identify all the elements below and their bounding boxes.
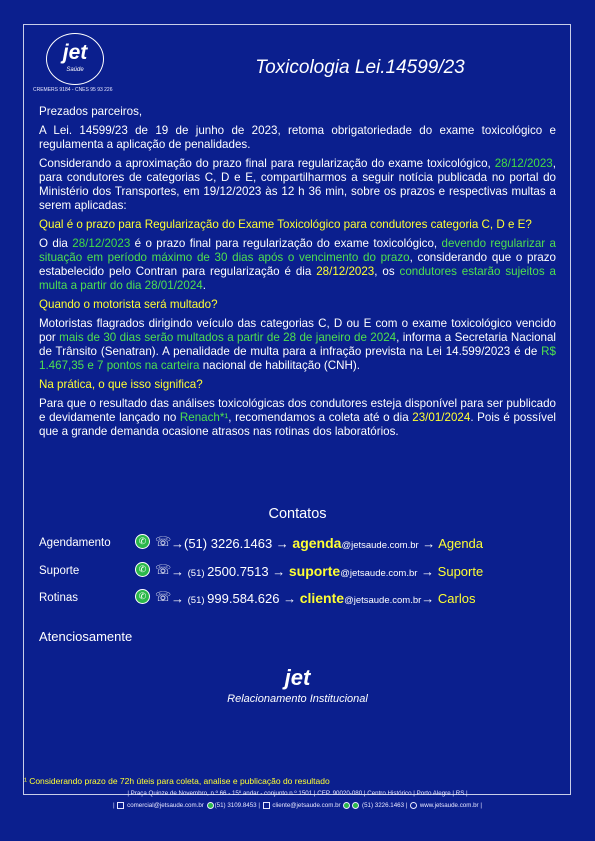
letter-body [39,105,556,444]
contact-details[interactable]: →(51) 3226.1463 → agenda@jetsaude.com.br → Agenda [171,535,484,551]
paragraph-answer-deadline [39,237,556,293]
globe-icon [410,802,417,809]
phone-number: 3226.1463 [210,536,273,551]
highlight-text: condutores estarão sujeitos a multa a partir do dia 28/01/2024 [39,265,556,292]
phone-number: 2500.7513 [207,564,269,579]
text: , recomendamos a coleta até o dia [228,411,413,424]
deadline-date: 28/12/2023 [316,265,375,278]
phone-icon[interactable]: ☏ [155,562,172,577]
contact-label: Rotinas [39,592,78,604]
whatsapp-icon[interactable]: ✆ [135,562,150,577]
phone-number: 999.584.626 [207,591,280,606]
email-domain: @jetsaude.com.br [344,595,422,606]
email-user: cliente [299,590,345,606]
text: , considerando que o prazo estabelecido pelo Contran para regularização é dia [39,251,556,278]
deadline-date: 28/12/2023 [494,157,553,170]
email-icon [117,802,124,809]
department: Relacionamento Institucional [227,693,368,705]
contact-label: Agendamento [39,537,111,549]
collection-date: 23/01/2024 [412,411,471,424]
paragraph-deadline [39,157,556,213]
footnote: ¹ Considerando prazo de 72h úteis para coleta, analise e publicação do resultado [24,776,330,786]
phone-area: (51) [187,568,208,579]
text: Considerando a aproximação do prazo final para regularização do exame toxicológico, [39,157,491,170]
text: . Pois é possível que a grande demanda ocasione atrasos nas rotinas dos laboratórios. [39,411,556,438]
text: , informa a Secretaria Nacional de Trânsito (Senatran). A penalidade de multa para a infração prevista na Lei 14.599/2023 é de [39,331,557,358]
footer-phone[interactable]: (51) 3109.8453 [214,802,257,810]
footer-address: | Praça Quinze de Novembro, n.º 66 - 15º andar - conjunto n.º 1501 | CEP. 90020-080 | Centro Histórico | Porto Alegre | RS | [127,790,468,797]
contact-target: Carlos [437,591,476,606]
whatsapp-icon [207,802,214,809]
footer-email[interactable]: comercial@jetsaude.com.br [127,802,204,810]
signature: jet [284,665,311,690]
regards: Atenciosamente [39,629,133,644]
jet-logo [46,33,104,85]
text: . [202,279,206,292]
text: Motoristas flagrados dirigindo veículo das categorias C, D ou E com o exame toxicológico vencido por [39,317,556,344]
logo-text: jet [62,41,88,64]
email-domain: @jetsaude.com.br [341,540,419,551]
highlight-text: R$ 1.467,35 e 7 pontos na carteira [39,345,556,372]
whatsapp-icon [343,802,350,809]
document-title: Toxicologia Lei.14599/23 [255,57,465,78]
deadline-date: 28/12/2023 [72,237,131,250]
phone-area: (51) [184,536,211,551]
footer-phone[interactable]: (51) 3226.1463 [362,802,405,810]
renach-link[interactable]: Renach*¹ [179,411,229,424]
contact-details[interactable]: → (51) 2500.7513 → suporte@jetsaude.com.br → Suporte [171,563,484,579]
phone-icon[interactable]: ☏ [155,534,172,549]
question-practice: Na prática, o que isso significa? [39,378,203,391]
email-user: suporte [288,563,341,579]
text: , para condutores de categorias C, D e E, compartilharmos a seguir notícia publicada no portal do Ministério dos Transportes, em 19/12/2023 às 12 h 36 min, sobre os prazos e respectivas multas a serem aplicadas: [39,157,556,212]
text: Para que o resultado das análises toxicológicas dos condutores esteja disponível para ser publicado e devidamente lançado no [39,397,556,424]
contact-target: Agenda [438,536,484,551]
phone-icon[interactable]: ☏ [155,589,172,604]
contacts-title: Contatos [268,506,327,522]
question-deadline: Qual é o prazo para Regularização do Exame Toxicológico para condutores categoria C, D e E? [39,218,532,231]
highlight-text: mais de 30 dias serão multados a partir de 28 de janeiro de 2024 [59,331,397,344]
paragraph-answer-fine [39,317,556,373]
registry-number: CREMERS 9184 - CNES 95 93 226 [33,87,113,93]
whatsapp-icon[interactable]: ✆ [135,534,150,549]
text: nacional de habilitação (CNH). [199,359,360,372]
footer-contacts: | comercial@jetsaude.com.br (51) 3109.8453 | cliente@jetsaude.com.br (51) 3226.1463 | www.jetsaude.com.br | [113,802,482,810]
whatsapp-icon [352,802,359,809]
question-fine: Quando o motorista será multado? [39,298,218,311]
footer-site[interactable]: www.jetsaude.com.br [419,802,479,810]
text: é o prazo final para regularização do exame toxicológico, [130,237,442,250]
contact-label: Suporte [39,565,80,577]
email-user: agenda [292,535,342,551]
text: , os [374,265,400,278]
phone-area: (51) [187,595,208,606]
greeting: Prezados parceiros, [39,105,143,118]
contact-details[interactable]: → (51) 999.584.626 → cliente@jetsaude.com.br→ Carlos [171,590,476,606]
email-domain: @jetsaude.com.br [340,568,418,579]
contact-target: Suporte [437,564,484,579]
highlight-text: devendo regularizar a situação em período máximo de 30 dias após o vencimento do prazo [39,237,556,264]
whatsapp-icon[interactable]: ✆ [135,589,150,604]
text: O dia [39,237,73,250]
footer-email[interactable]: cliente@jetsaude.com.br [272,802,341,810]
paragraph-law: A Lei. 14599/23 de 19 de junho de 2023, retoma obrigatoriedade do exame toxicológico e regulamenta a aplicação de penalidades. [39,124,556,151]
logo-subtext: Saúde [66,67,84,73]
email-icon [263,802,270,809]
paragraph-answer-practice [39,397,556,439]
